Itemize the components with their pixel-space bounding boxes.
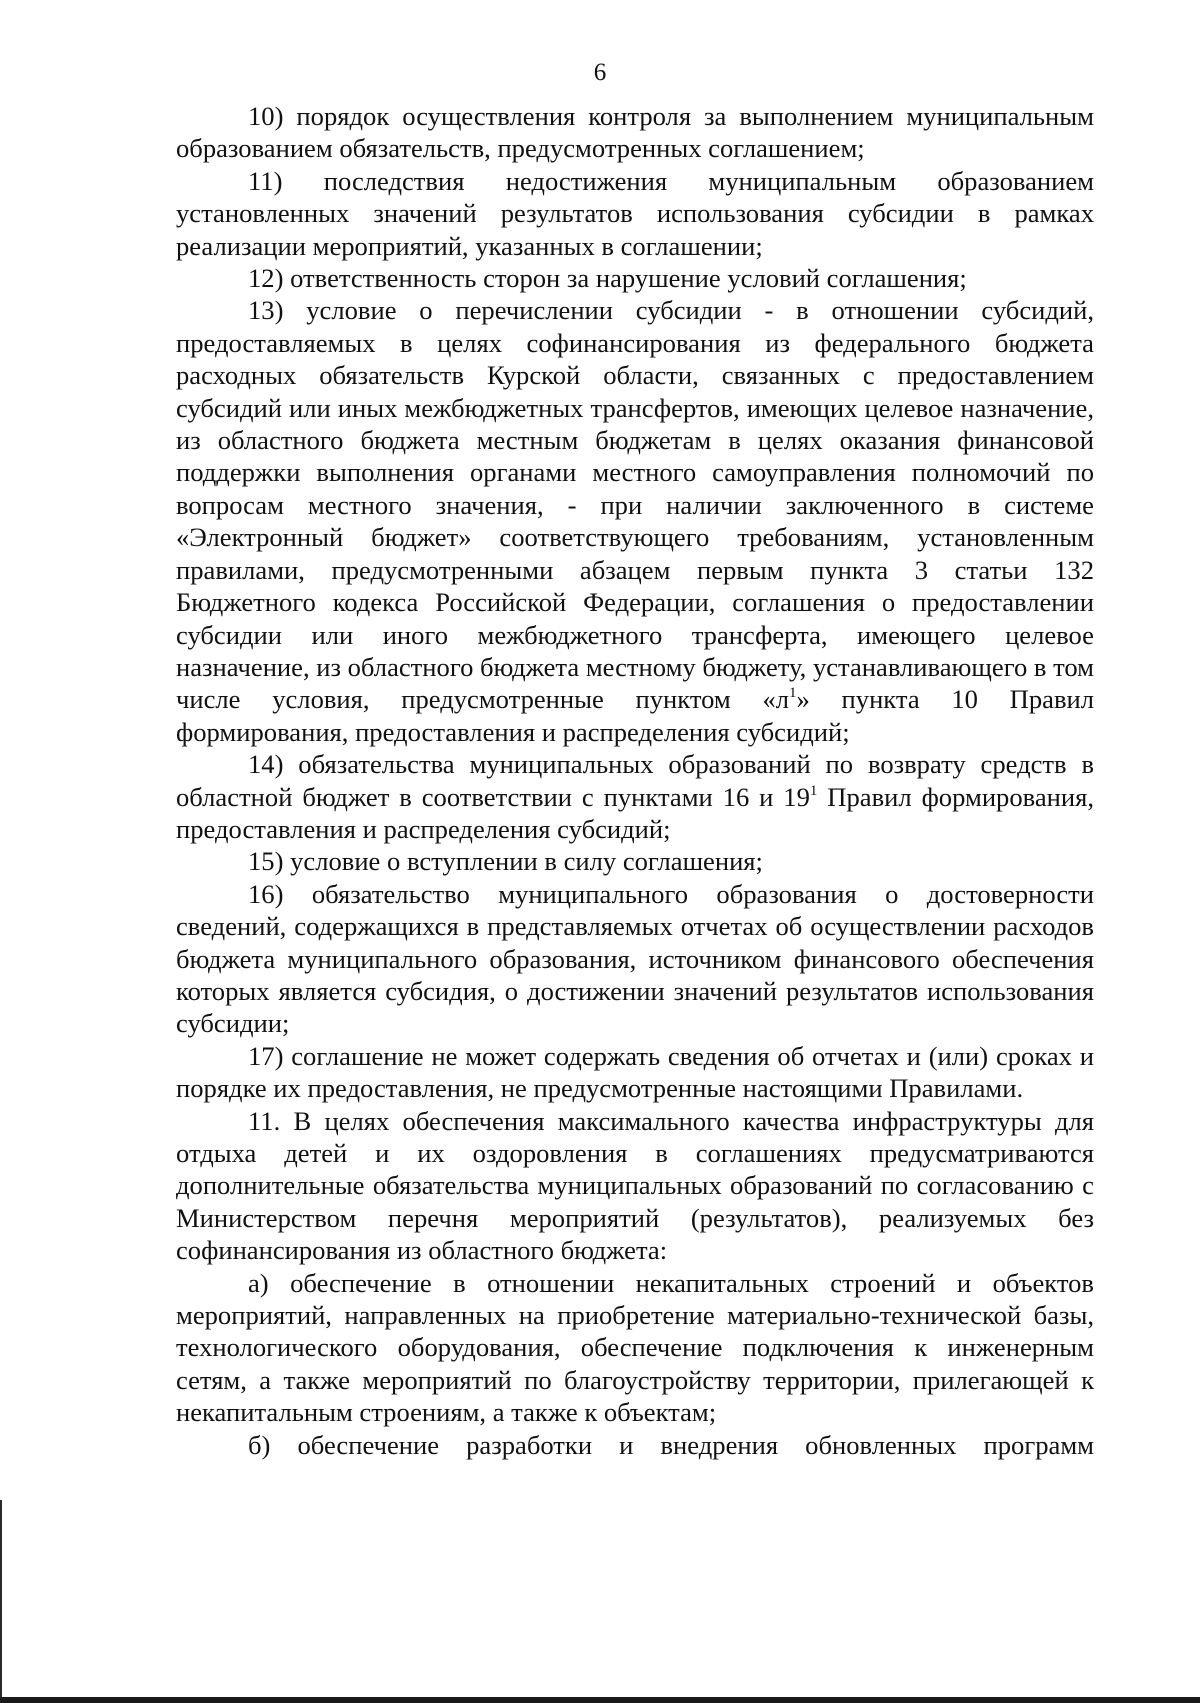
- page-number: 6: [593, 59, 607, 86]
- superscript-one: 1: [789, 685, 797, 702]
- paragraph-item-16: 16) обязательство муниципального образования о достоверности сведений, содержащихся в представляемых отчетах об осуществлении расходов бюджета муниципального образования, источником финансового обеспечения которых является субсидия, о достижении значений результатов использования субсидии;: [176, 878, 1094, 1039]
- paragraph-item-12: 12) ответственность сторон за нарушение условий соглашения;: [248, 263, 967, 294]
- paragraph-item-15: 15) условие о вступлении в силу соглашения;: [248, 846, 763, 877]
- paragraph-subitem-a: а) обеспечение в отношении некапитальных строений и объектов мероприятий, направленных на приобретение материально-технической базы, технологического оборудования, обеспечение подключения к инженерным сетям, а также мероприятий по благоустройству территории, прилегающей к некапитальным строениям, а также к объектам;: [176, 1267, 1094, 1428]
- paragraph-section-11: 11. В целях обеспечения максимального качества инфраструктуры для отдыха детей и их оздоровления в соглашениях предусматриваются дополнительные обязательства муниципальных образований по согласованию с Министерством перечня мероприятий (результатов), реализуемых без софинансирования из областного бюджета:: [176, 1105, 1094, 1266]
- scan-edge-left: [0, 1500, 2, 1703]
- scan-edge-bottom: [0, 1697, 1200, 1703]
- superscript-one: 1: [809, 782, 818, 799]
- paragraph-subitem-b: б) обеспечение разработки и внедрения обновленных программ: [248, 1429, 1094, 1460]
- paragraph-item-17: 17) соглашение не может содержать сведения об отчетах и (или) сроках и порядке их предоставления, не предусмотренные настоящими Правилами.: [176, 1040, 1094, 1104]
- paragraph-item-14: 14) обязательства муниципальных образований по возврату средств в областной бюджет в соответствии с пунктами 16 и $19^1$ Правил формирования, предоставления и распределения субсидий;: [176, 749, 1094, 844]
- paragraph-item-10: 10) порядок осуществления контроля за выполнением муниципальным образованием обязательств, предусмотренных соглашением;: [176, 101, 1094, 164]
- paragraph-item-13: 13) условие о перечислении субсидии - в отношении субсидий, предоставляемых в целях софинансирования из федерального бюджета расходных обязательств Курской области, связанных с предоставлением субсидий или иных межбюджетных трансфертов, имеющих целевое назначение, из областного бюджета местным бюджетам в целях оказания финансовой поддержки выполнения органами местного самоуправления полномочий по вопросам местного значения, - при наличии заключенного в системе «Электронный бюджет» соответствующего требованиям, установленным правилами, предусмотренными абзацем первым пункта 3 статьи 132 Бюджетного кодекса Российской Федерации, соглашения о предоставлении субсидии или иного межбюджетного трансферта, имеющего целевое назначение, из областного бюджета местному бюджету, устанавливающего в том числе условия, предусмотренные пунктом «$л^1$» пункта 10 Правил формирования, предоставления и распределения субсидий;: [176, 295, 1094, 747]
- paragraph-item-11: 11) последствия недостижения муниципальным образованием установленных значений результатов использования субсидии в рамках реализации мероприятий, указанных в соглашении;: [176, 165, 1094, 261]
- document-body: [176, 100, 1094, 1461]
